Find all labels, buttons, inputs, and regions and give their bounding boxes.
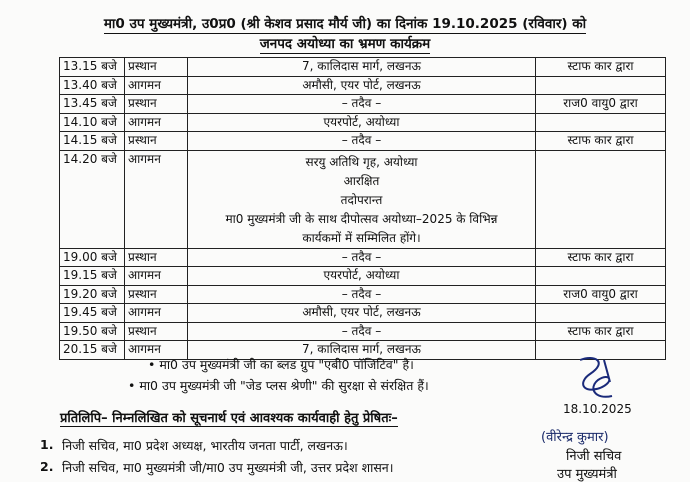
schedule-action: आगमन xyxy=(125,304,188,323)
schedule-row xyxy=(60,304,666,323)
schedule-transport-mode xyxy=(536,304,666,323)
schedule-time: 19.15 बजे xyxy=(60,267,125,286)
copy-item-number: 2. xyxy=(40,459,54,474)
schedule-place: 7, कालिदास मार्ग, लखनऊ xyxy=(188,341,536,360)
schedule-transport-mode xyxy=(536,267,666,286)
schedule-row xyxy=(60,58,666,77)
schedule-place: – तदैव – xyxy=(188,285,536,304)
schedule-transport-mode: राज0 वायु0 द्वारा xyxy=(536,285,666,304)
signature-date: 18.10.2025 xyxy=(563,402,632,416)
schedule-place-line: सरयु अतिथि गृह, अयोध्या xyxy=(305,154,418,169)
schedule-row xyxy=(60,150,666,248)
copy-heading: प्रतिलिपि– निम्नलिखित को सूचनार्थ एवं आवश्यक कार्यवाही हेतु प्रेषितः– xyxy=(60,411,398,426)
schedule-action: प्रस्थान xyxy=(125,322,188,341)
schedule-time: 19.00 बजे xyxy=(60,248,125,267)
security-note: • मा0 उप मुख्यमंत्री जी "जेड प्लस श्रेणी" की सुरक्षा से संरक्षित हैं। xyxy=(128,378,429,393)
schedule-time: 19.45 बजे xyxy=(60,304,125,323)
document-title-line1: मा0 उप मुख्यमंत्री, उ0प्र0 (श्री केशव प्रसाद मौर्य जी) का दिनांक 19.10.2025 (रविवार) को xyxy=(103,16,587,32)
schedule-time: 13.45 बजे xyxy=(60,95,125,114)
schedule-row xyxy=(60,285,666,304)
schedule-action: आगमन xyxy=(125,267,188,286)
schedule-place-line: मा0 मुख्यमंत्री जी के साथ दीपोत्सव अयोध्या–2025 के विभिन्न xyxy=(225,211,498,226)
copy-item-number: 1. xyxy=(40,437,54,452)
schedule-place: एयरपोर्ट, अयोध्या xyxy=(188,267,536,286)
handwritten-signature xyxy=(560,352,630,407)
schedule-row xyxy=(60,76,666,95)
schedule-row xyxy=(60,95,666,114)
schedule-time: 14.15 बजे xyxy=(60,132,125,151)
schedule-place: – तदैव – xyxy=(188,322,536,341)
schedule-row xyxy=(60,248,666,267)
schedule-place xyxy=(188,150,536,248)
schedule-place: – तदैव – xyxy=(188,95,536,114)
schedule-transport-mode xyxy=(536,113,666,132)
schedule-action: प्रस्थान xyxy=(125,285,188,304)
schedule-place-line: आरक्षित xyxy=(343,173,380,188)
schedule-time: 14.20 बजे xyxy=(60,150,125,248)
schedule-time: 19.50 बजे xyxy=(60,322,125,341)
schedule-action: आगमन xyxy=(125,150,188,248)
schedule-time: 13.40 बजे xyxy=(60,76,125,95)
schedule-transport-mode xyxy=(536,150,666,248)
schedule-time: 13.15 बजे xyxy=(60,58,125,77)
schedule-time: 19.20 बजे xyxy=(60,285,125,304)
schedule-time: 14.10 बजे xyxy=(60,113,125,132)
schedule-row xyxy=(60,322,666,341)
schedule-place: एयरपोर्ट, अयोध्या xyxy=(188,113,536,132)
schedule-time: 20.15 बजे xyxy=(60,341,125,360)
schedule-action: आगमन xyxy=(125,341,188,360)
signatory-name: (वीरेन्द्र कुमार) xyxy=(541,430,609,445)
schedule-transport-mode xyxy=(536,76,666,95)
schedule-action: आगमन xyxy=(125,113,188,132)
schedule-row xyxy=(60,267,666,286)
schedule-place: – तदैव – xyxy=(188,248,536,267)
schedule-place-line: तदोपरान्त xyxy=(340,192,383,207)
schedule-transport-mode: स्टाफ कार द्वारा xyxy=(536,58,666,77)
schedule-action: आगमन xyxy=(125,76,188,95)
schedule-action: प्रस्थान xyxy=(125,132,188,151)
schedule-place: 7, कालिदास मार्ग, लखनऊ xyxy=(188,58,536,77)
schedule-place-line: कार्यकमों में सम्मिलित होंगे। xyxy=(302,230,421,245)
blood-group-note: • मा0 उप मुख्यमंत्री जी का ब्लड ग्रुप "एबी0 पॉजिटिव" है। xyxy=(148,357,414,372)
schedule-action: प्रस्थान xyxy=(125,95,188,114)
copy-item-text: निजी सचिव, मा0 मुख्यमंत्री जी/मा0 उप मुख्यमंत्री जी, उत्तर प्रदेश शासन। xyxy=(62,460,394,475)
schedule-action: प्रस्थान xyxy=(125,248,188,267)
schedule-transport-mode: स्टाफ कार द्वारा xyxy=(536,322,666,341)
document-title-line2: जनपद अयोध्या का भ्रमण कार्यक्रम xyxy=(259,36,431,52)
schedule-transport-mode: राज0 वायु0 द्वारा xyxy=(536,95,666,114)
schedule-place: अमौसी, एयर पोर्ट, लखनऊ xyxy=(188,76,536,95)
schedule-place: अमौसी, एयर पोर्ट, लखनऊ xyxy=(188,304,536,323)
signatory-office: उप मुख्यमंत्री xyxy=(557,467,617,482)
schedule-row xyxy=(60,113,666,132)
schedule-place: – तदैव – xyxy=(188,132,536,151)
schedule-transport-mode: स्टाफ कार द्वारा xyxy=(536,248,666,267)
copy-item-text: निजी सचिव, मा0 प्रदेश अध्यक्ष, भारतीय जनता पार्टी, लखनऊ। xyxy=(62,438,348,453)
schedule-row xyxy=(60,132,666,151)
schedule-table xyxy=(59,57,666,360)
signatory-designation: निजी सचिव xyxy=(566,449,622,464)
schedule-transport-mode: स्टाफ कार द्वारा xyxy=(536,132,666,151)
schedule-action: प्रस्थान xyxy=(125,58,188,77)
